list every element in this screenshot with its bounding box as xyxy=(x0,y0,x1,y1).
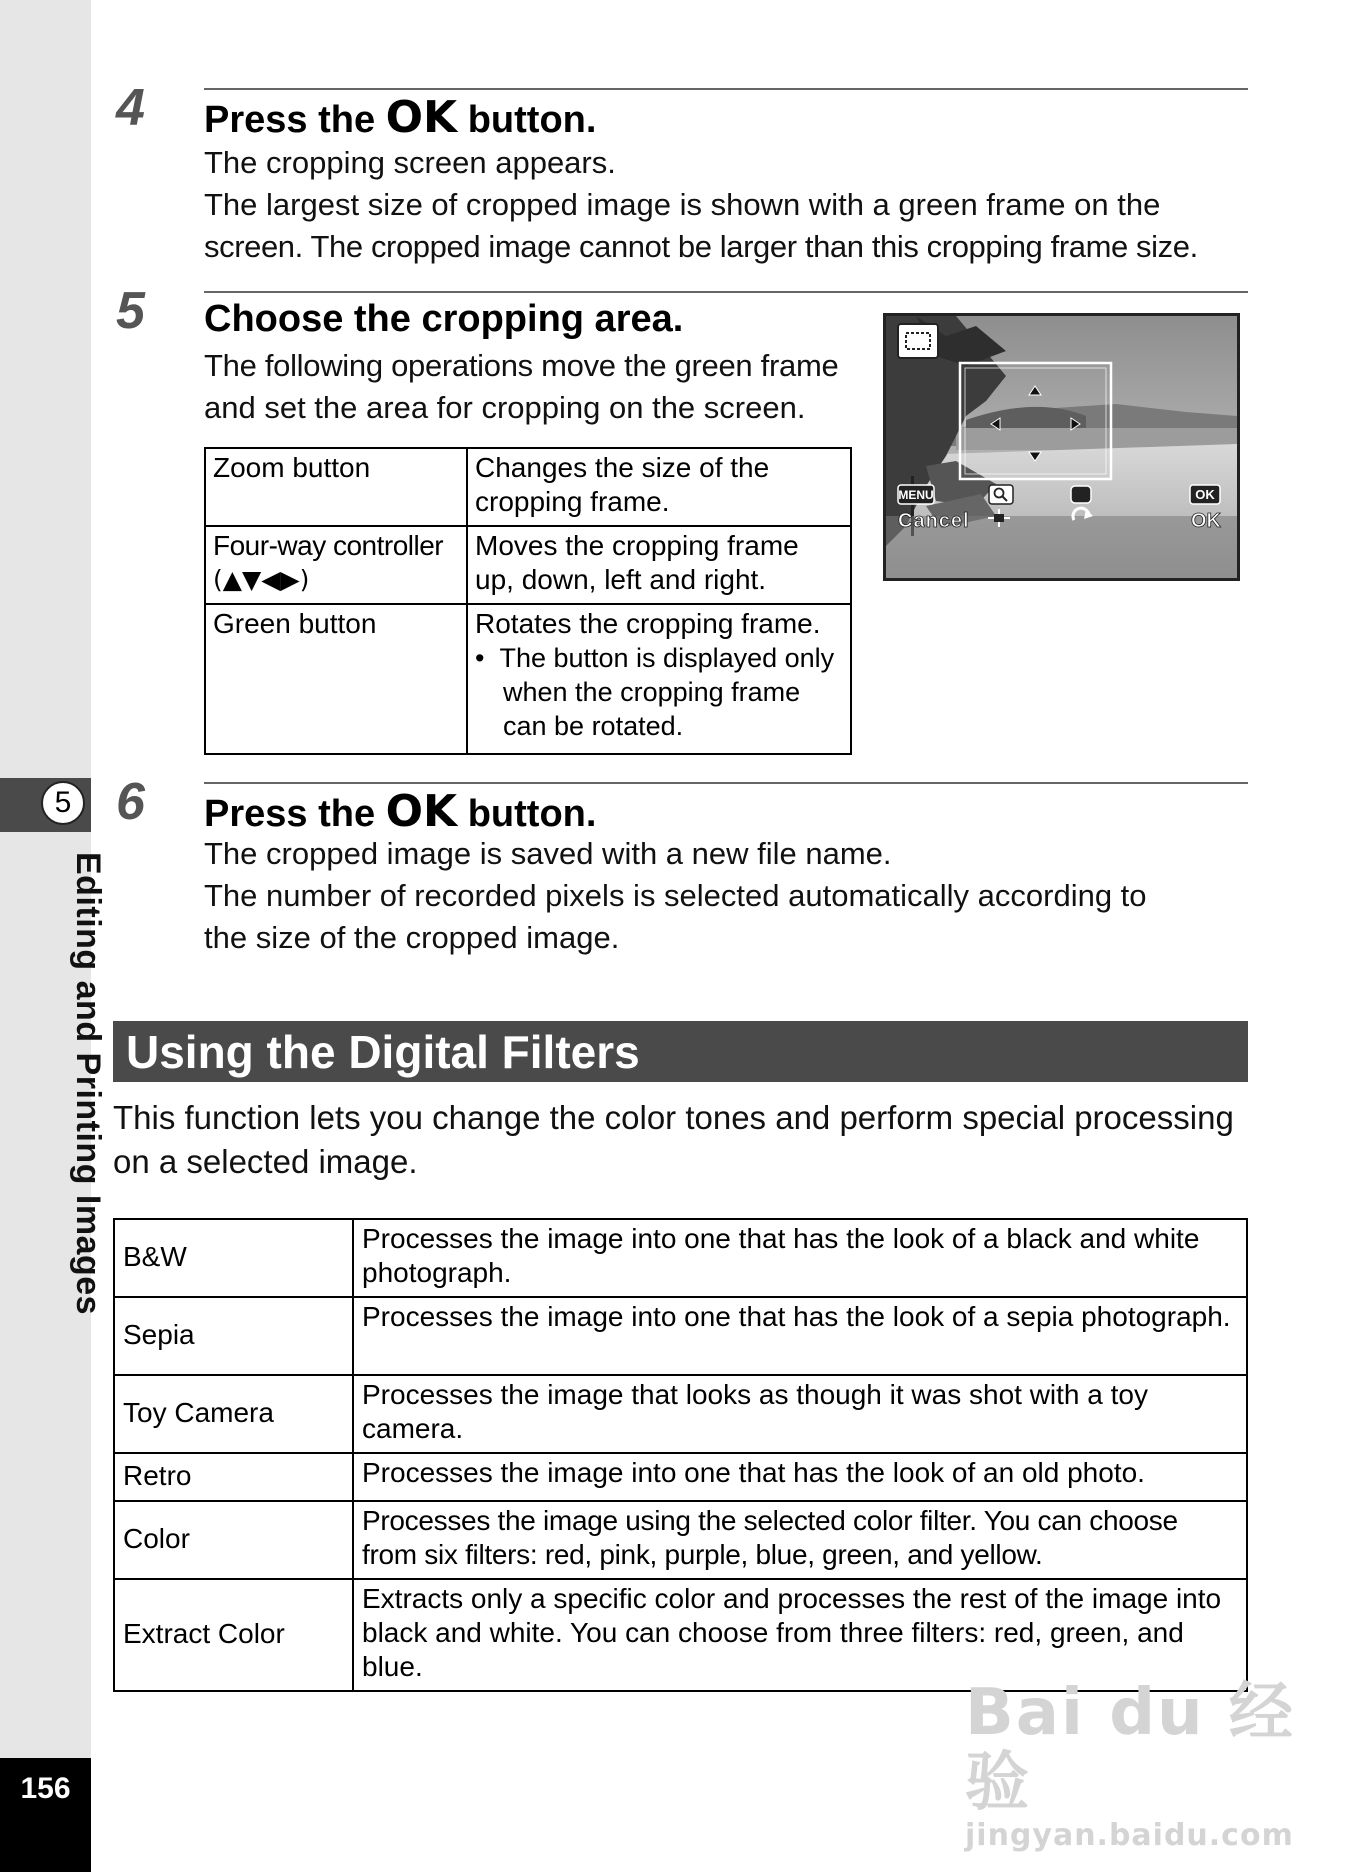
cancel-label: Cancel xyxy=(898,510,970,532)
step-6-title-pre: Press the xyxy=(204,793,376,835)
page-number: 156 xyxy=(20,1772,71,1805)
filter-name: Color xyxy=(114,1501,353,1579)
filter-name: Toy Camera xyxy=(114,1375,353,1453)
step-4-body xyxy=(204,142,1264,268)
table-cell xyxy=(467,448,851,526)
table-row xyxy=(205,448,851,526)
table-cell xyxy=(205,604,467,754)
filter-description: Processes the image into one that has the look of a black and white photograph. xyxy=(353,1219,1247,1297)
filter-name: Extract Color xyxy=(114,1579,353,1691)
green-button-icon xyxy=(1071,486,1091,503)
step-6-number: 6 xyxy=(116,773,145,831)
step-6-title-post: button. xyxy=(467,793,597,835)
camera-screen-image xyxy=(886,316,1237,578)
camera-crop-screen xyxy=(883,313,1240,581)
step-4-title-post: button. xyxy=(467,99,597,141)
filter-description: Processes the image into one that has the look of an old photo. xyxy=(353,1453,1247,1501)
section-intro: This function lets you change the color tones and perform special processing on a selected image. xyxy=(113,1099,1234,1180)
step-5-number: 5 xyxy=(116,282,145,340)
step-5-rule xyxy=(204,291,1248,293)
step-5-line: and set the area for cropping on the screen. xyxy=(204,390,806,425)
table-cell xyxy=(467,526,851,604)
watermark-url: jingyan.baidu.com xyxy=(965,1818,1294,1853)
table-row xyxy=(114,1501,1247,1579)
zoom-key-icon xyxy=(989,485,1013,504)
ok-key-label: OK xyxy=(1195,487,1215,502)
ok-button-label: OK xyxy=(385,786,458,837)
operations-table xyxy=(204,447,852,755)
control-name: Zoom button xyxy=(213,452,371,483)
filter-name: Sepia xyxy=(114,1297,353,1375)
ok-button-label: OK xyxy=(385,92,458,143)
filters-table xyxy=(113,1218,1248,1692)
step-6-title xyxy=(204,786,597,837)
step-5-body xyxy=(204,345,864,429)
step-4-title-pre: Press the xyxy=(204,99,376,141)
step-6-line: the size of the cropped image. xyxy=(204,920,620,955)
table-cell xyxy=(205,448,467,526)
action-line: Changes the size of the xyxy=(475,452,770,483)
table-row xyxy=(114,1453,1247,1501)
control-name: Green button xyxy=(213,608,377,639)
action-note: • The button is displayed only when the cropping frame can be rotated. xyxy=(475,643,835,741)
step-4-title xyxy=(204,92,597,143)
menu-key-label: MENU xyxy=(898,488,934,502)
filter-name: Retro xyxy=(114,1453,353,1501)
step-6-line: The number of recorded pixels is selected automatically according to xyxy=(204,878,1147,913)
control-name: Four-way controller xyxy=(213,530,444,561)
table-row xyxy=(114,1297,1247,1375)
step-4-number: 4 xyxy=(116,79,145,137)
filter-description: Extracts only a specific color and processes the rest of the image into black and white. You can choose from three filters: red, green, and blue. xyxy=(353,1579,1247,1691)
table-row xyxy=(205,604,851,754)
table-row xyxy=(114,1375,1247,1453)
step-6-line: The cropped image is saved with a new file name. xyxy=(204,836,892,871)
step-5-line: The following operations move the green frame xyxy=(204,348,839,383)
step-6-rule xyxy=(204,782,1248,784)
action-line: Rotates the cropping frame. xyxy=(475,608,821,639)
crop-mode-icon xyxy=(898,324,938,358)
watermark-brand: Bai du 经验 xyxy=(965,1676,1295,1820)
step-4-line: screen. The cropped image cannot be larger than this cropping frame size. xyxy=(204,229,1198,264)
filter-description: Processes the image into one that has the look of a sepia photograph. xyxy=(353,1297,1247,1375)
action-line: up, down, left and right. xyxy=(475,564,767,595)
table-cell xyxy=(467,604,851,754)
action-line: Moves the cropping frame xyxy=(475,530,799,561)
chapter-number: 5 xyxy=(41,781,85,825)
filter-description: Processes the image using the selected color filter. You can choose from six filters: red, pink, purple, blue, green, and yellow. xyxy=(353,1501,1247,1579)
step-4-line: The cropping screen appears. xyxy=(204,145,616,180)
step-5-title: Choose the cropping area. xyxy=(204,298,684,340)
step-4-rule xyxy=(204,88,1248,90)
chapter-label: Editing and Printing Images xyxy=(69,852,107,1316)
action-line: cropping frame. xyxy=(475,486,670,517)
ok-label: OK xyxy=(1191,510,1221,532)
filter-name: B&W xyxy=(114,1219,353,1297)
step-6-body xyxy=(204,833,1264,959)
table-row xyxy=(205,526,851,604)
control-arrows: (▲▼◀▶) xyxy=(213,565,310,594)
table-cell xyxy=(205,526,467,604)
baidu-watermark xyxy=(965,1678,1360,1854)
step-4-line: The largest size of cropped image is shown with a green frame on the xyxy=(204,187,1161,222)
table-row xyxy=(114,1579,1247,1691)
filter-description: Processes the image that looks as though it was shot with a toy camera. xyxy=(353,1375,1247,1453)
section-title: Using the Digital Filters xyxy=(126,1026,640,1078)
table-row xyxy=(114,1219,1247,1297)
